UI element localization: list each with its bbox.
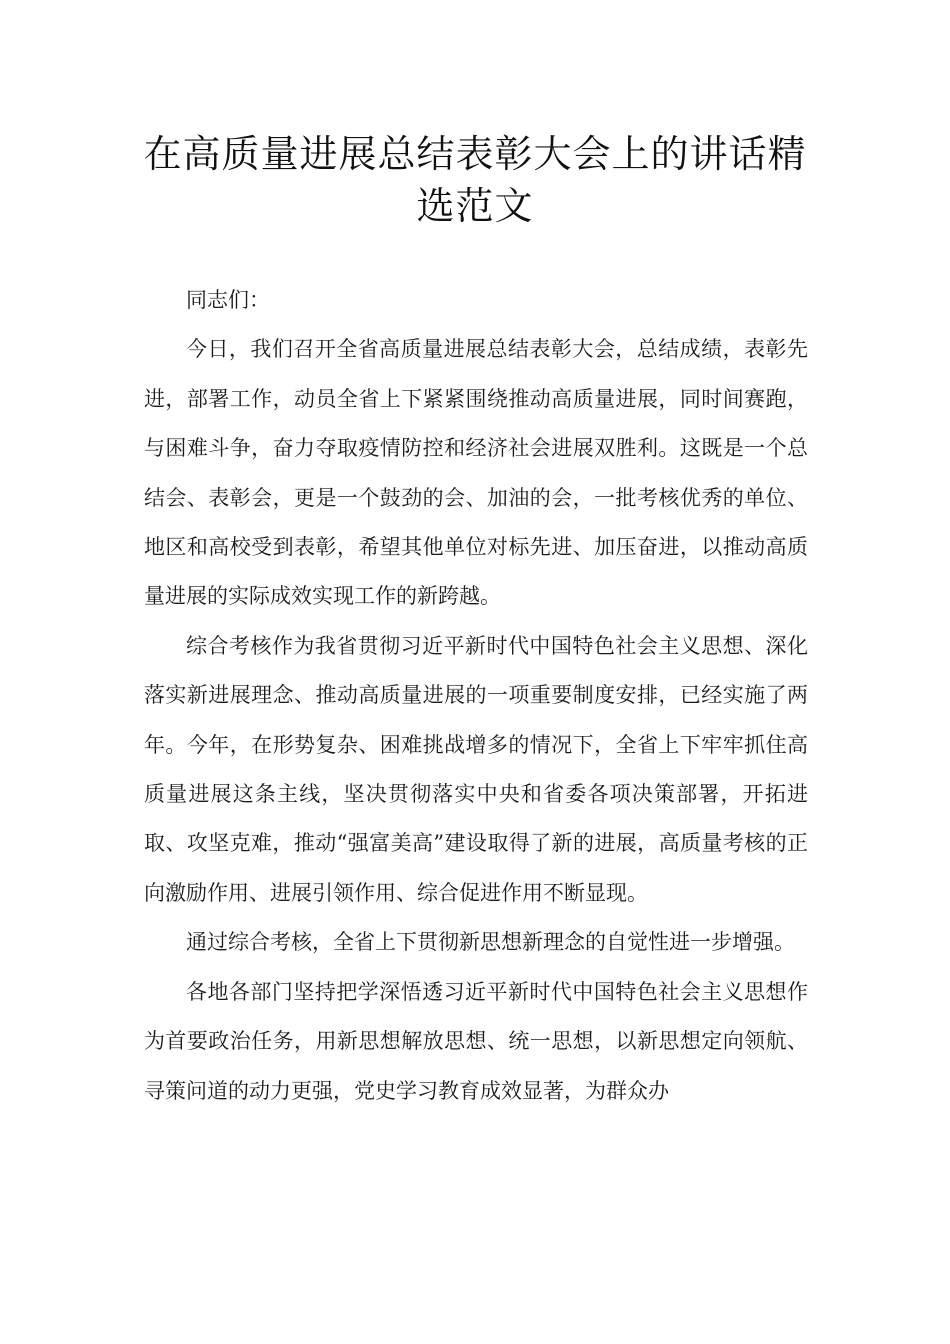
body-paragraph: 各地各部门坚持把学深悟透习近平新时代中国特色社会主义思想作为首要政治任务，用新思想解放思想、统一思想，以新思想定向领航、寻策问道的动力更强，党史学习教育成效显著，为群众办 bbox=[144, 979, 808, 1103]
body-paragraph: 综合考核作为我省贯彻习近平新时代中国特色社会主义思想、深化落实新进展理念、推动高质量进展的一项重要制度安排，已经实施了两年。今年，在形势复杂、困难挑战增多的情况下，全省上下牢牢抓住高质量进展这条主线，坚决贯彻落实中央和省委各项决策部署，开拓进取、攻坚克难，推动“强富美高”建设取得了新的进展，高质量考核的正向激励作用、进展引领作用、综合促进作用不断显现。 bbox=[144, 633, 808, 905]
body-paragraph: 今日，我们召开全省高质量进展总结表彰大会，总结成绩，表彰先进，部署工作，动员全省上下紧紧围绕推动高质量进展，同时间赛跑，与困难斗争，奋力夺取疫情防控和经济社会进展双胜利。这既是一个总结会、表彰会，更是一个鼓劲的会、加油的会，一批考核优秀的单位、地区和高校受到表彰，希望其他单位对标先进、加压奋进，以推动高质量进展的实际成效实现工作的新跨越。 bbox=[144, 337, 808, 609]
body-paragraph: 通过综合考核，全省上下贯彻新思想新理念的自觉性进一步增强。 bbox=[186, 930, 795, 955]
document-title: 在高质量进展总结表彰大会上的讲话精选范文 bbox=[143, 132, 807, 228]
salutation-paragraph: 同志们： bbox=[186, 288, 270, 312]
document-body bbox=[144, 276, 808, 1116]
